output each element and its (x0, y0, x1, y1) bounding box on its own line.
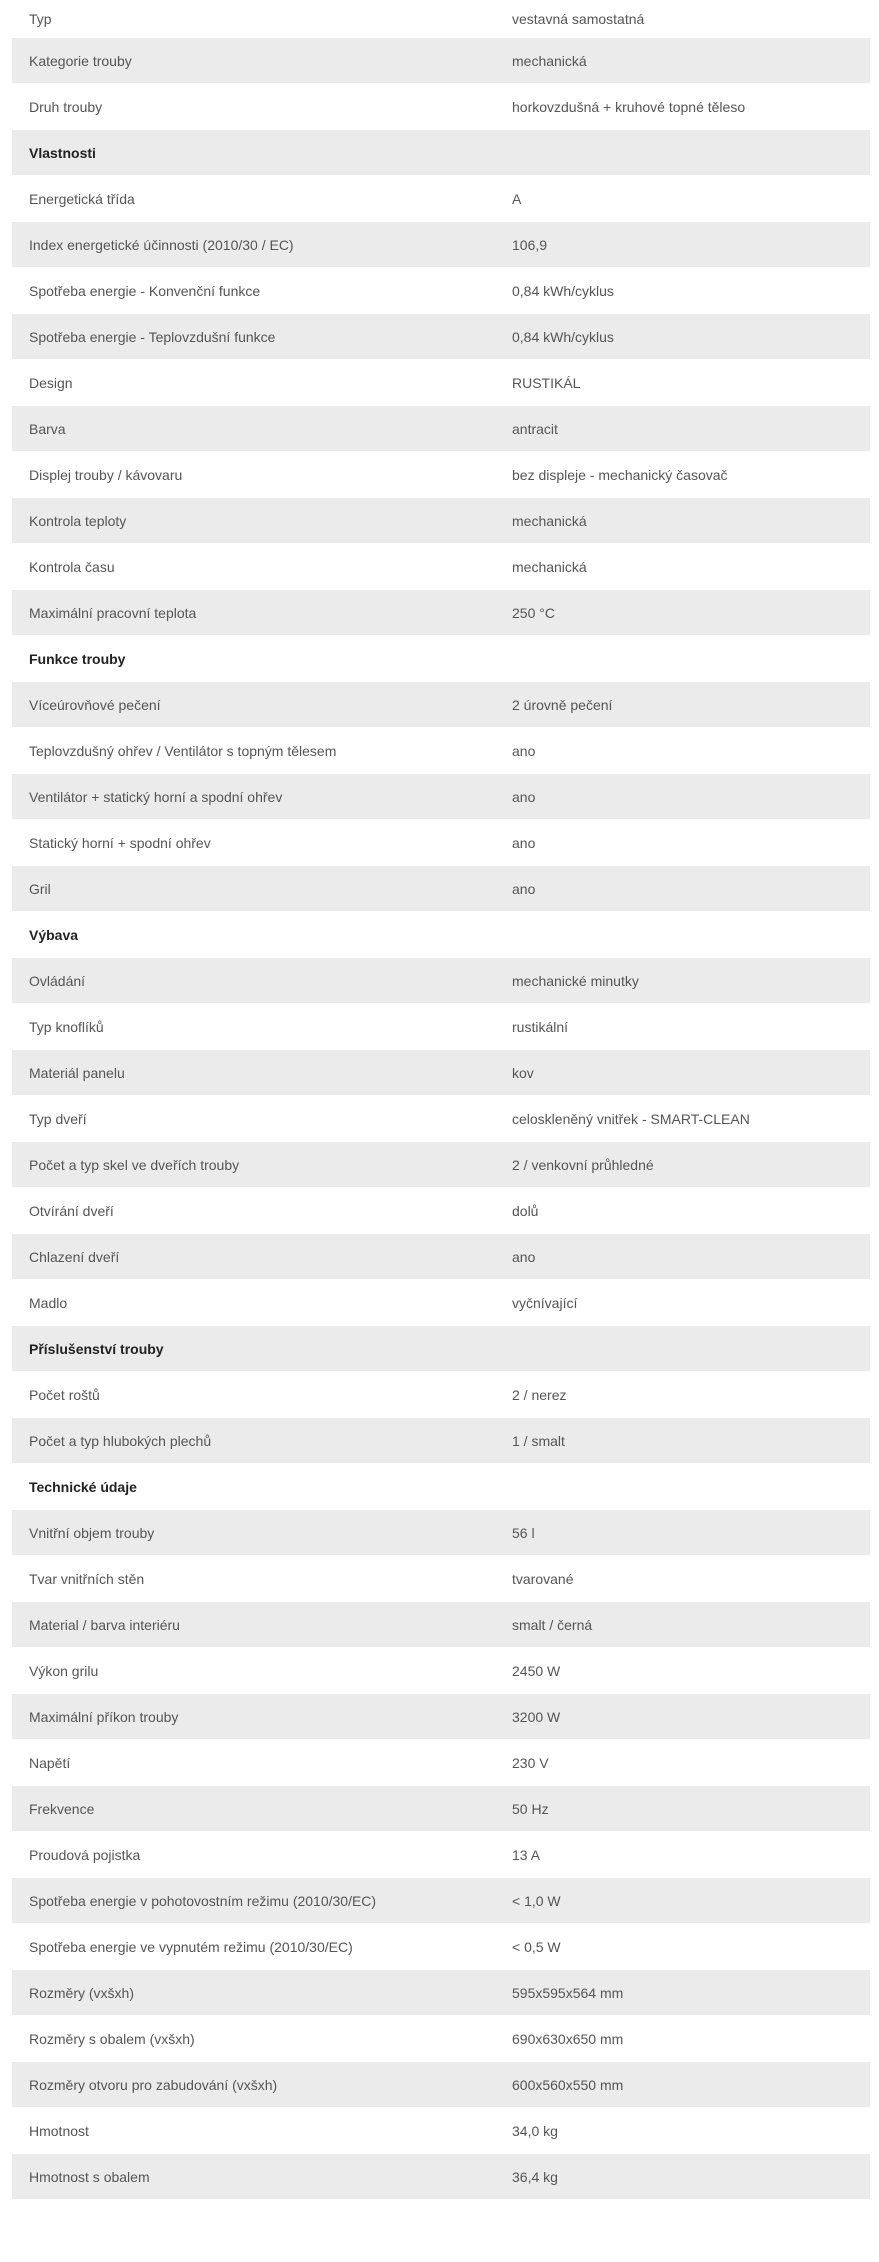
spec-row (12, 1188, 870, 1234)
spec-row (12, 866, 870, 912)
spec-label: Maximální pracovní teplota (29, 604, 197, 621)
spec-row (12, 1602, 870, 1648)
spec-row (12, 1004, 870, 1050)
spec-label: Typ (29, 10, 52, 27)
spec-label: Spotřeba energie ve vypnutém režimu (2010/30/EC) (29, 1938, 353, 1955)
spec-value: 50 Hz (512, 1800, 549, 1817)
section-title: Výbava (29, 926, 79, 943)
spec-value: 36,4 kg (512, 2168, 558, 2185)
spec-row (12, 1556, 870, 1602)
spec-row (12, 1050, 870, 1096)
section-title: Příslušenství trouby (29, 1340, 164, 1357)
spec-value: < 1,0 W (512, 1892, 561, 1909)
spec-label: Kontrola času (29, 558, 115, 575)
spec-row (12, 544, 870, 590)
spec-value: 595x595x564 mm (512, 1984, 624, 2001)
spec-row (12, 728, 870, 774)
spec-value: < 0,5 W (512, 1938, 561, 1955)
spec-row (12, 1878, 870, 1924)
spec-label: Výkon grilu (29, 1662, 99, 1679)
spec-value: 1 / smalt (512, 1432, 565, 1449)
spec-label: Material / barva interiéru (29, 1616, 180, 1633)
section-header-row (12, 130, 870, 176)
section-header-row (12, 912, 870, 958)
spec-row (12, 1280, 870, 1326)
spec-value: tvarované (512, 1570, 574, 1587)
spec-row (12, 1648, 870, 1694)
spec-label: Hmotnost (29, 2122, 89, 2139)
spec-row (12, 682, 870, 728)
spec-row (12, 1234, 870, 1280)
spec-label: Počet a typ skel ve dveřích trouby (29, 1156, 240, 1173)
spec-value: rustikální (512, 1018, 569, 1035)
spec-label: Vnitřní objem trouby (29, 1524, 155, 1541)
spec-row (12, 222, 870, 268)
spec-row (12, 1786, 870, 1832)
spec-label: Spotřeba energie v pohotovostním režimu (2010/30/EC) (29, 1892, 377, 1909)
spec-value: 2 / venkovní průhledné (512, 1156, 654, 1173)
spec-value: mechanická (512, 512, 587, 529)
section-header-row (12, 1326, 870, 1372)
spec-row (12, 0, 870, 38)
spec-label: Typ dveří (29, 1110, 87, 1127)
spec-label: Rozměry (vxšxh) (29, 1984, 135, 2001)
spec-row (12, 1372, 870, 1418)
spec-row (12, 406, 870, 452)
spec-value: 13 A (512, 1846, 541, 1863)
spec-row (12, 268, 870, 314)
spec-value: kov (512, 1064, 534, 1081)
spec-value: ano (512, 880, 536, 897)
spec-label: Spotřeba energie - Konvenční funkce (29, 282, 261, 299)
spec-label: Design (29, 374, 73, 391)
spec-label: Typ knoflíků (29, 1018, 104, 1035)
spec-row (12, 1096, 870, 1142)
spec-row (12, 1970, 870, 2016)
spec-label: Index energetické účinnosti (2010/30 / EC) (29, 236, 294, 253)
spec-label: Počet roštů (29, 1386, 100, 1403)
section-header-row (12, 1464, 870, 1510)
spec-label: Rozměry s obalem (vxšxh) (29, 2030, 195, 2047)
spec-row (12, 1924, 870, 1970)
spec-row (12, 2108, 870, 2154)
spec-value: 2 / nerez (512, 1386, 567, 1403)
spec-label: Barva (29, 420, 66, 437)
spec-label: Chlazení dveří (29, 1248, 120, 1265)
spec-label: Kategorie trouby (29, 52, 132, 69)
spec-value: ano (512, 742, 536, 759)
spec-label: Proudová pojistka (29, 1846, 141, 1863)
spec-value: 106,9 (512, 236, 548, 253)
spec-row (12, 452, 870, 498)
spec-row (12, 2154, 870, 2200)
section-header-row (12, 636, 870, 682)
spec-row (12, 2016, 870, 2062)
spec-value: 250 °C (512, 604, 555, 621)
spec-value: 230 V (512, 1754, 549, 1771)
spec-label: Materiál panelu (29, 1064, 125, 1081)
spec-value: horkovzdušná + kruhové topné těleso (512, 98, 746, 115)
spec-value: mechanická (512, 52, 587, 69)
spec-value: mechanická (512, 558, 587, 575)
spec-row (12, 1832, 870, 1878)
spec-row (12, 590, 870, 636)
spec-label: Druh trouby (29, 98, 103, 115)
spec-value: A (512, 190, 522, 207)
spec-label: Energetická třída (29, 190, 135, 207)
spec-value: 2450 W (512, 1662, 561, 1679)
spec-value: celoskleněný vnitřek - SMART-CLEAN (512, 1110, 750, 1127)
spec-value: 3200 W (512, 1708, 561, 1725)
spec-value: dolů (512, 1202, 539, 1219)
spec-value: 690x630x650 mm (512, 2030, 624, 2047)
spec-row (12, 84, 870, 130)
spec-value: 600x560x550 mm (512, 2076, 624, 2093)
section-title: Vlastnosti (29, 144, 96, 161)
spec-label: Gril (29, 880, 51, 897)
spec-label: Rozměry otvoru pro zabudování (vxšxh) (29, 2076, 278, 2093)
spec-value: mechanické minutky (512, 972, 639, 989)
spec-label: Počet a typ hlubokých plechů (29, 1432, 212, 1449)
spec-value: 56 l (512, 1524, 535, 1541)
spec-label: Displej trouby / kávovaru (29, 466, 183, 483)
spec-label: Ovládání (29, 972, 86, 989)
spec-value: ano (512, 1248, 536, 1265)
spec-row (12, 1694, 870, 1740)
spec-label: Kontrola teploty (29, 512, 127, 529)
spec-value: antracit (512, 420, 558, 437)
spec-row (12, 958, 870, 1004)
spec-row (12, 360, 870, 406)
spec-value: bez displeje - mechanický časovač (512, 466, 728, 483)
spec-row (12, 2062, 870, 2108)
spec-value: vestavná samostatná (512, 10, 645, 27)
spec-label: Víceúrovňové pečení (29, 696, 161, 713)
spec-row (12, 820, 870, 866)
spec-label: Ventilátor + statický horní a spodní ohřev (29, 788, 283, 805)
spec-row (12, 1510, 870, 1556)
section-title: Technické údaje (29, 1478, 137, 1495)
spec-value: smalt / černá (512, 1616, 593, 1633)
spec-label: Statický horní + spodní ohřev (29, 834, 211, 851)
spec-value: 34,0 kg (512, 2122, 558, 2139)
spec-row (12, 176, 870, 222)
spec-label: Spotřeba energie - Teplovzdušní funkce (29, 328, 276, 345)
spec-label: Hmotnost s obalem (29, 2168, 150, 2185)
spec-label: Otvírání dveří (29, 1202, 114, 1219)
spec-value: 2 úrovně pečení (512, 696, 613, 713)
spec-table (12, 0, 870, 2200)
spec-label: Maximální příkon trouby (29, 1708, 179, 1725)
spec-row (12, 1740, 870, 1786)
spec-row (12, 498, 870, 544)
section-title: Funkce trouby (29, 650, 126, 667)
spec-label: Madlo (29, 1294, 68, 1311)
spec-value: 0,84 kWh/cyklus (512, 282, 614, 299)
spec-value: RUSTIKÁL (512, 374, 581, 391)
spec-row (12, 38, 870, 84)
spec-row (12, 1418, 870, 1464)
spec-value: ano (512, 788, 536, 805)
spec-value: vyčnívající (512, 1294, 578, 1311)
spec-row (12, 314, 870, 360)
spec-value: 0,84 kWh/cyklus (512, 328, 614, 345)
spec-value: ano (512, 834, 536, 851)
spec-label: Tvar vnitřních stěn (29, 1570, 145, 1587)
spec-row (12, 1142, 870, 1188)
spec-label: Teplovzdušný ohřev / Ventilátor s topným tělesem (29, 742, 337, 759)
spec-label: Napětí (29, 1754, 71, 1771)
spec-row (12, 774, 870, 820)
spec-label: Frekvence (29, 1800, 95, 1817)
